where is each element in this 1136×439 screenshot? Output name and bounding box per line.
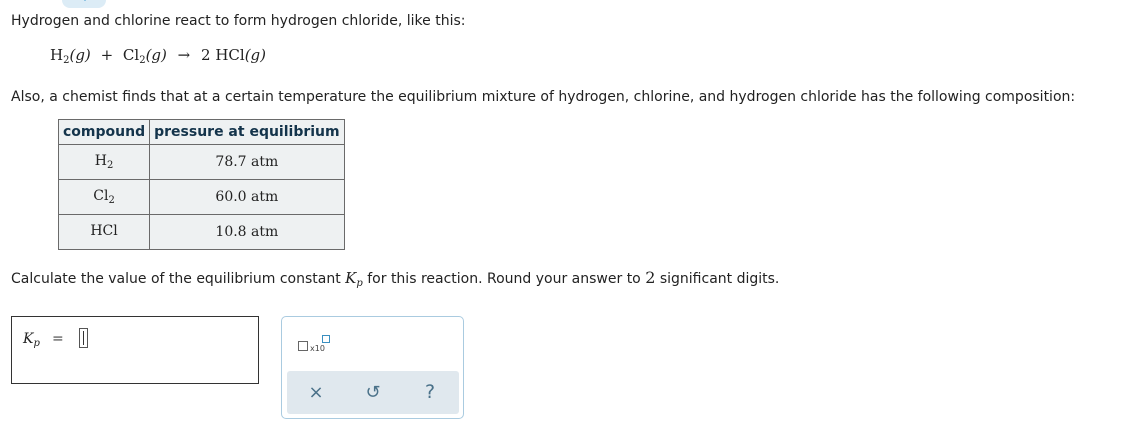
composition-table [58, 119, 345, 250]
help-button[interactable] [405, 371, 455, 414]
text-cursor [83, 331, 84, 345]
intro-text: Hydrogen and chlorine react to form hydrogen chloride, like this: [11, 13, 466, 29]
compound-cell: HCl [59, 215, 150, 250]
composition-text: Also, a chemist finds that at a certain temperature the equilibrium mixture of hydrogen, chlorine, and hydrogen chloride has the following composition: [11, 89, 1076, 105]
help-icon: ? [424, 381, 436, 403]
math-tools-panel [281, 316, 464, 419]
answer-input[interactable] [79, 328, 88, 348]
table-row [59, 180, 345, 215]
header-compound: compound [59, 120, 150, 145]
exponent-box-icon [322, 335, 330, 343]
pressure-cell: 78.7 atm [150, 145, 345, 180]
table-row [59, 145, 345, 180]
digits-count: 2 [645, 268, 656, 287]
header-pressure: pressure at equilibrium [150, 120, 345, 145]
scientific-notation-button[interactable] [296, 333, 332, 355]
answer-kp-label: $K_p$ [23, 331, 40, 349]
reaction-equation [50, 46, 266, 66]
compound-cell: $H_2$ [59, 145, 150, 180]
clear-button[interactable] [291, 371, 341, 414]
question-text: Calculate the value of the equilibrium constant $K_p$ for this reaction. Round your answer to 2 significant digits. [11, 268, 780, 289]
answer-box[interactable] [11, 316, 259, 384]
close-icon: × [308, 382, 324, 403]
undo-icon: ↺ [365, 382, 381, 403]
undo-button[interactable] [348, 371, 398, 414]
equals-sign: = [52, 331, 64, 347]
product-hcl: 2 HCl(g) [201, 46, 267, 64]
table-row [59, 215, 345, 250]
pressure-cell: 60.0 atm [150, 180, 345, 215]
compound-cell: $Cl_2$ [59, 180, 150, 215]
mantissa-box-icon [298, 341, 308, 351]
plus-sign: + [100, 46, 114, 64]
reactant-h2: $H_2(g)$ [50, 46, 91, 66]
kp-symbol: K [345, 269, 357, 287]
action-toolbar [287, 371, 459, 414]
collapse-tab[interactable] [62, 0, 106, 8]
x10-label: x10 [310, 344, 325, 353]
pressure-cell: 10.8 atm [150, 215, 345, 250]
reactant-cl2: $Cl_2(g)$ [122, 46, 167, 66]
reaction-arrow-icon: → [177, 46, 191, 64]
